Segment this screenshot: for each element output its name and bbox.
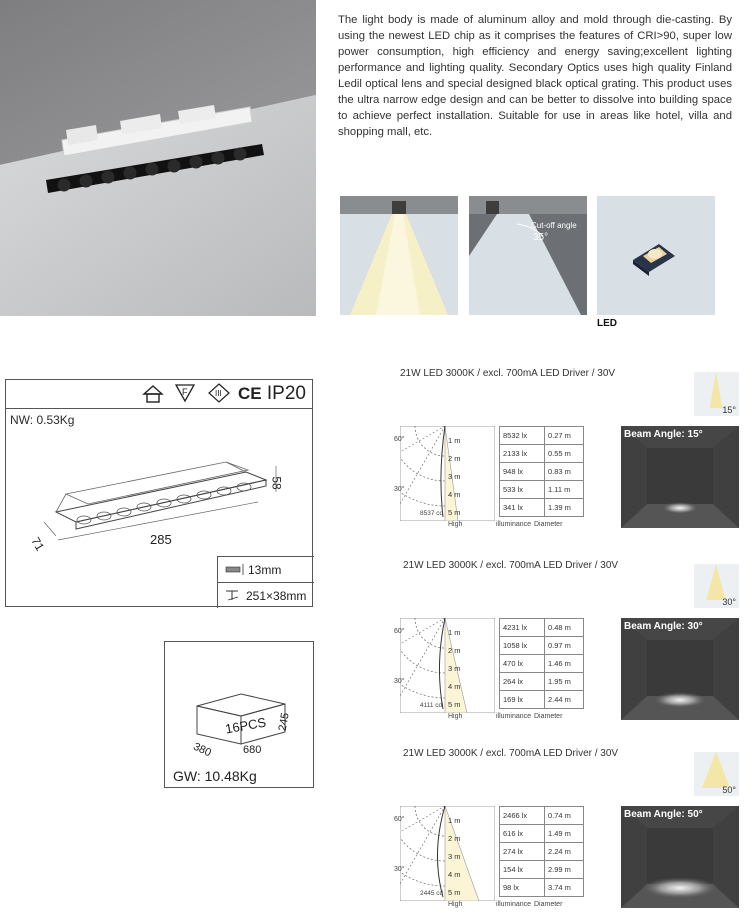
beam-rendering-scene [621, 426, 739, 528]
photometric-title: 21W LED 3000K / excl. 700mA LED Driver / 30V [403, 748, 619, 759]
beam-swatch [694, 564, 739, 608]
illuminance-cell: 2133 lx [500, 445, 545, 463]
indoor-house-icon [142, 384, 164, 404]
cutout-value: 251×38mm [246, 589, 307, 603]
svg-text:F: F [182, 387, 188, 397]
table-row [445, 637, 584, 655]
cutoff-angle-illustration [469, 196, 587, 315]
beam-swatch-degree: 30° [722, 597, 736, 607]
table-row [445, 619, 584, 637]
illuminance-cell: 533 lx [500, 481, 545, 499]
beam-swatch [694, 752, 739, 796]
beam-swatch-degree: 50° [722, 785, 736, 795]
distance-cell: 2 m [445, 825, 500, 843]
illuminance-table [445, 806, 584, 897]
beam-swatch-degree: 15° [722, 405, 736, 415]
illuminance-cell: 169 lx [500, 691, 545, 709]
angle-30-label: 30° [394, 486, 405, 493]
beam-rendering-scene [621, 806, 739, 908]
angle-60-label: 60° [394, 628, 405, 635]
high-label: High [448, 901, 463, 908]
center-intensity: 2445 cd [420, 890, 444, 897]
table-row [445, 825, 584, 843]
photometric-title: 21W LED 3000K / excl. 700mA LED Driver / 30V [400, 368, 616, 379]
beam-rendering [621, 618, 739, 720]
diameter-cell: 3.74 m [545, 879, 584, 897]
beam-swatch-shape [710, 372, 723, 408]
beam-swatch [694, 372, 739, 416]
table-row [445, 463, 584, 481]
thickness-icon [224, 563, 246, 577]
cutout-icon [224, 588, 246, 602]
illuminance-cell: 8532 lx [500, 427, 545, 445]
class-iii-icon [208, 383, 230, 403]
illuminance-cell: 470 lx [500, 655, 545, 673]
diameter-cell: 2.44 m [545, 691, 584, 709]
diameter-cell: 1.95 m [545, 673, 584, 691]
illuminance-cell: 4231 lx [500, 619, 545, 637]
diameter-label: Diameter [534, 521, 563, 528]
illuminance-cell: 2466 lx [500, 807, 545, 825]
diameter-cell: 2.99 m [545, 861, 584, 879]
diameter-cell: 0.55 m [545, 445, 584, 463]
led-chip-photo [597, 196, 715, 315]
carton-dim-length: 680 [243, 744, 262, 756]
spec-box [5, 379, 313, 607]
illuminance-cell: 948 lx [500, 463, 545, 481]
table-row [445, 655, 584, 673]
diameter-cell: 1.39 m [545, 499, 584, 517]
beam-angle-label: Beam Angle: 50° [624, 809, 703, 820]
table-row [445, 445, 584, 463]
diameter-label: Diameter [534, 713, 563, 720]
product-description: The light body is made of aluminum alloy and mold through die-casting. By using the newest LED chip as it comprises the features of CRI>90, super low power consumption, high efficiency and energy saving;excellent lighting performance and lighting quality. Secondary Optics uses high quality Finland Ledil optical lens and special designed black optical grating. This product uses the ultra narrow edge design and can be better to dissolve into building space to achieve perfect installation. Suitable for use in areas like hotel, villa and shopping mall, etc. [338, 14, 732, 138]
gross-weight: GW: 10.48Kg [173, 768, 257, 784]
angle-30-label: 30° [394, 678, 405, 685]
certification-row [6, 380, 312, 409]
ce-mark: CE [238, 384, 262, 403]
diameter-cell: 1.11 m [545, 481, 584, 499]
illuminance-cell: 154 lx [500, 861, 545, 879]
beam-angle-label: Beam Angle: 30° [624, 621, 703, 632]
high-label: High [448, 521, 463, 528]
diameter-cell: 2.24 m [545, 843, 584, 861]
distance-cell: 1 m [445, 807, 500, 825]
cutoff-angle-value: 35° [533, 232, 549, 243]
diameter-cell: 0.27 m [545, 427, 584, 445]
illuminance-cell: 274 lx [500, 843, 545, 861]
diameter-cell: 0.97 m [545, 637, 584, 655]
optic-beam-illustration [340, 196, 458, 315]
table-row [445, 861, 584, 879]
dim-width: 71 [28, 534, 48, 554]
distance-cell: 3 m [445, 843, 500, 861]
beam-light-spot [640, 877, 720, 899]
distance-cell: 5 m [445, 691, 500, 709]
diameter-cell: 0.74 m [545, 807, 584, 825]
distance-cell: 2 m [445, 445, 500, 463]
beam-rendering [621, 426, 739, 528]
dim-length: 285 [150, 532, 172, 547]
svg-text:III: III [215, 389, 222, 398]
center-intensity: 4111 cd [420, 702, 443, 709]
carton-qty: 16PCS [224, 714, 268, 737]
net-weight: NW: 0.53Kg [10, 413, 75, 427]
table-row [445, 427, 584, 445]
beam-light-spot [661, 502, 699, 514]
center-intensity: 8537 cd [420, 510, 444, 517]
illuminance-label: illuminance [496, 713, 532, 720]
illuminance-cell: 341 lx [500, 499, 545, 517]
angle-60-label: 60° [394, 816, 405, 823]
table-row [445, 879, 584, 897]
illuminance-cell: 616 lx [500, 825, 545, 843]
illuminance-label: illuminance [496, 901, 532, 908]
illuminance-table [445, 426, 584, 517]
table-row [445, 481, 584, 499]
distance-cell: 4 m [445, 673, 500, 691]
diameter-cell: 0.83 m [545, 463, 584, 481]
cutoff-angle-label: Cut-off angle [531, 221, 577, 230]
diameter-cell: 1.46 m [545, 655, 584, 673]
distance-cell: 4 m [445, 481, 500, 499]
table-row [445, 691, 584, 709]
carton-dim-depth: 380 [191, 740, 214, 760]
distance-cell: 3 m [445, 463, 500, 481]
beam-swatch-shape [702, 752, 730, 788]
beam-rendering [621, 806, 739, 908]
beam-light-spot [652, 692, 708, 708]
distance-cell: 1 m [445, 619, 500, 637]
table-row [445, 499, 584, 517]
illuminance-label: illuminance [496, 521, 532, 528]
beam-angle-label: Beam Angle: 15° [624, 429, 703, 440]
diameter-label: Diameter [534, 901, 563, 908]
distance-cell: 5 m [445, 499, 500, 517]
distance-cell: 3 m [445, 655, 500, 673]
illuminance-table [445, 618, 584, 709]
distance-cell: 5 m [445, 879, 500, 897]
distance-cell: 2 m [445, 637, 500, 655]
beam-rendering-scene [621, 618, 739, 720]
distance-cell: 1 m [445, 427, 500, 445]
angle-30-label: 30° [394, 866, 405, 873]
angle-60-label: 60° [394, 436, 405, 443]
illuminance-cell: 98 lx [500, 879, 545, 897]
illuminance-cell: 1058 lx [500, 637, 545, 655]
thickness-value: 13mm [248, 563, 282, 577]
diameter-cell: 1.49 m [545, 825, 584, 843]
table-row [445, 673, 584, 691]
distance-cell: 4 m [445, 861, 500, 879]
installation-dims [217, 556, 314, 608]
photometric-title: 21W LED 3000K / excl. 700mA LED Driver / 30V [403, 560, 619, 571]
illuminance-cell: 264 lx [500, 673, 545, 691]
high-label: High [448, 713, 463, 720]
ip-rating: IP20 [266, 383, 306, 404]
dim-height: 58 [269, 476, 284, 490]
product-photo [0, 0, 316, 316]
carton-dim-height: 245 [276, 711, 292, 733]
led-label: LED [597, 318, 617, 329]
beam-swatch-shape [706, 564, 725, 600]
table-row [445, 843, 584, 861]
table-row [445, 807, 584, 825]
carton-box [164, 641, 314, 788]
diameter-cell: 0.48 m [545, 619, 584, 637]
f-mark-icon [174, 383, 196, 403]
